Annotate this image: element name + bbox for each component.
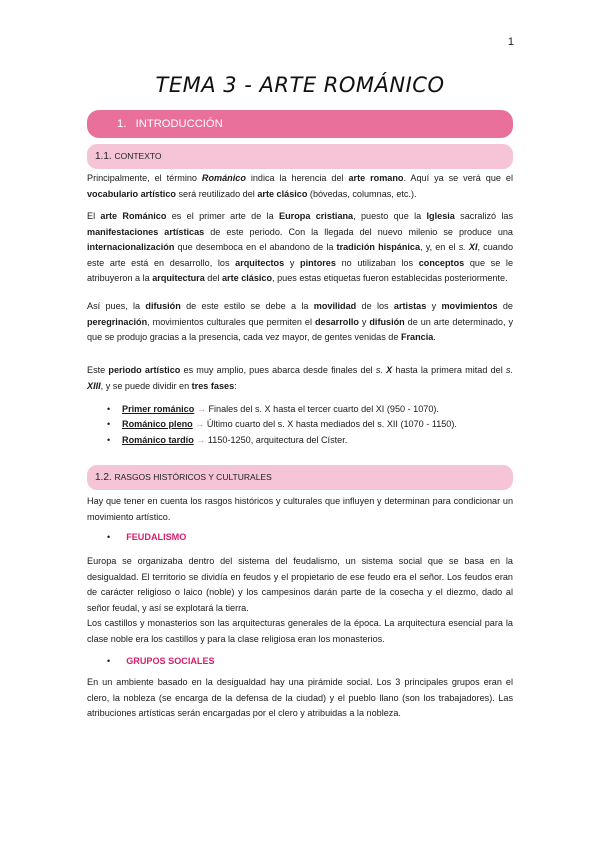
section-number: 1. (117, 118, 127, 130)
list-item: • Primer románico → Finales del s. X hasta el tercer cuarto del XI (950 - 1070). (107, 404, 439, 414)
page-number: 1 (507, 36, 514, 48)
subsection-header-rasgos (87, 465, 513, 490)
subsection-number: 1.1. (95, 151, 112, 162)
section-header-introduccion (87, 110, 513, 138)
document-title: TEMA 3 - ARTE ROMÁNICO (155, 73, 445, 97)
heading-label: FEUDALISMO (126, 532, 187, 542)
arrow-right-icon: → (195, 419, 205, 430)
paragraph-rasgos: Hay que tener en cuenta los rasgos históricos y culturales que influyen y determinan para condicionar un movimiento artístico. (87, 496, 513, 522)
heading-label: GRUPOS SOCIALES (126, 656, 215, 666)
paragraph-contexto-3: Así pues, la difusión de este estilo se debe a la movilidad de los artistas y movimientos de peregrinación, movimientos culturales que permiten el desarrollo y difusión de un arte determinado, y que se produjo gracias a la presencia, cada vez mayor, de gentes venidas de Francia. (87, 301, 513, 343)
list-item: • Románico tardío → 1150-1250, arquitectura del Císter. (107, 434, 348, 445)
paragraph-contexto-1: Principalmente, el término Románico indica la herencia del arte romano. Aquí ya se verá que el vocabulario artístico será reutilizado del arte clásico (bóvedas, columnas, etc.). (87, 173, 513, 199)
paragraph-feudalismo-1: Europa se organizaba dentro del sistema del feudalismo, un sistema social que se basa en la desigualdad. El territorio se dividía en feudos y el propietario de ese feudo era el señor. Los feudos eran de carácter religioso o laico (noble) y los campesinos darán parte de la cosecha y el diezmo, dado al señor feudal, y así se explotará la tierra. (87, 556, 513, 613)
heading-feudalismo: • FEUDALISMO (107, 532, 187, 542)
periods-list (87, 402, 513, 448)
subsection-header-contexto (87, 144, 513, 169)
list-item: • Románico pleno → Último cuarto del s. X hasta mediados del s. XII (1070 - 1150). (107, 419, 457, 430)
subsection-label: CONTEXTO (114, 151, 162, 161)
heading-grupos-sociales: • GRUPOS SOCIALES (107, 656, 215, 666)
period-text: 1150-1250, arquitectura del Císter. (207, 434, 348, 445)
period-name: Románico pleno (122, 419, 193, 430)
subsection-label: RASGOS HISTÓRICOS Y CULTURALES (114, 472, 272, 482)
section-label: INTRODUCCIÓN (135, 118, 223, 130)
arrow-right-icon: → (196, 404, 206, 414)
subsection-number: 1.2. (95, 472, 112, 483)
paragraph-feudalismo-2: Los castillos y monasterios son las arquitecturas generales de la época. La arquitectura esencial para la clase noble era los castillos y para la clase religiosa eran los monasterios. (87, 618, 513, 644)
period-name: Primer románico (122, 404, 195, 414)
paragraph-contexto-2: El arte Románico es el primer arte de la Europa cristiana, puesto que la Iglesia sacralizó las manifestaciones artísticas de este periodo. Con la llegada del nuevo milenio se produce una internacionalización que desemboca en el abandono de la tradición hispánica, y, en el s. XI, cuando este arte está en desarrollo, los arquitectos y pintores no utilizaban los conceptos que se le atribuyeron a la arquitectura del arte clásico, pues estas etiquetas fueron establecidas posteriormente. (87, 211, 514, 284)
paragraph-contexto-4: Este periodo artístico es muy amplio, pues abarca desde finales del s. X hasta la primera mitad del s. XIII, y se puede dividir en tres fases: (87, 365, 513, 391)
arrow-right-icon: → (196, 434, 206, 445)
period-text: Último cuarto del s. X hasta mediados del s. XII (1070 - 1150). (206, 419, 457, 430)
period-name: Románico tardío (122, 434, 194, 445)
period-text: Finales del s. X hasta el tercer cuarto del XI (950 - 1070). (208, 404, 439, 414)
paragraph-grupos-sociales: En un ambiente basado en la desigualdad hay una pirámide social. Los 3 principales grupos eran el clero, la nobleza (se encarga de la defensa de la ciudad) y el pueblo llano (son los trabajadores). Las atribuciones artísticas serán encargadas por el clero y atribuidas a la nobleza. (87, 677, 513, 719)
